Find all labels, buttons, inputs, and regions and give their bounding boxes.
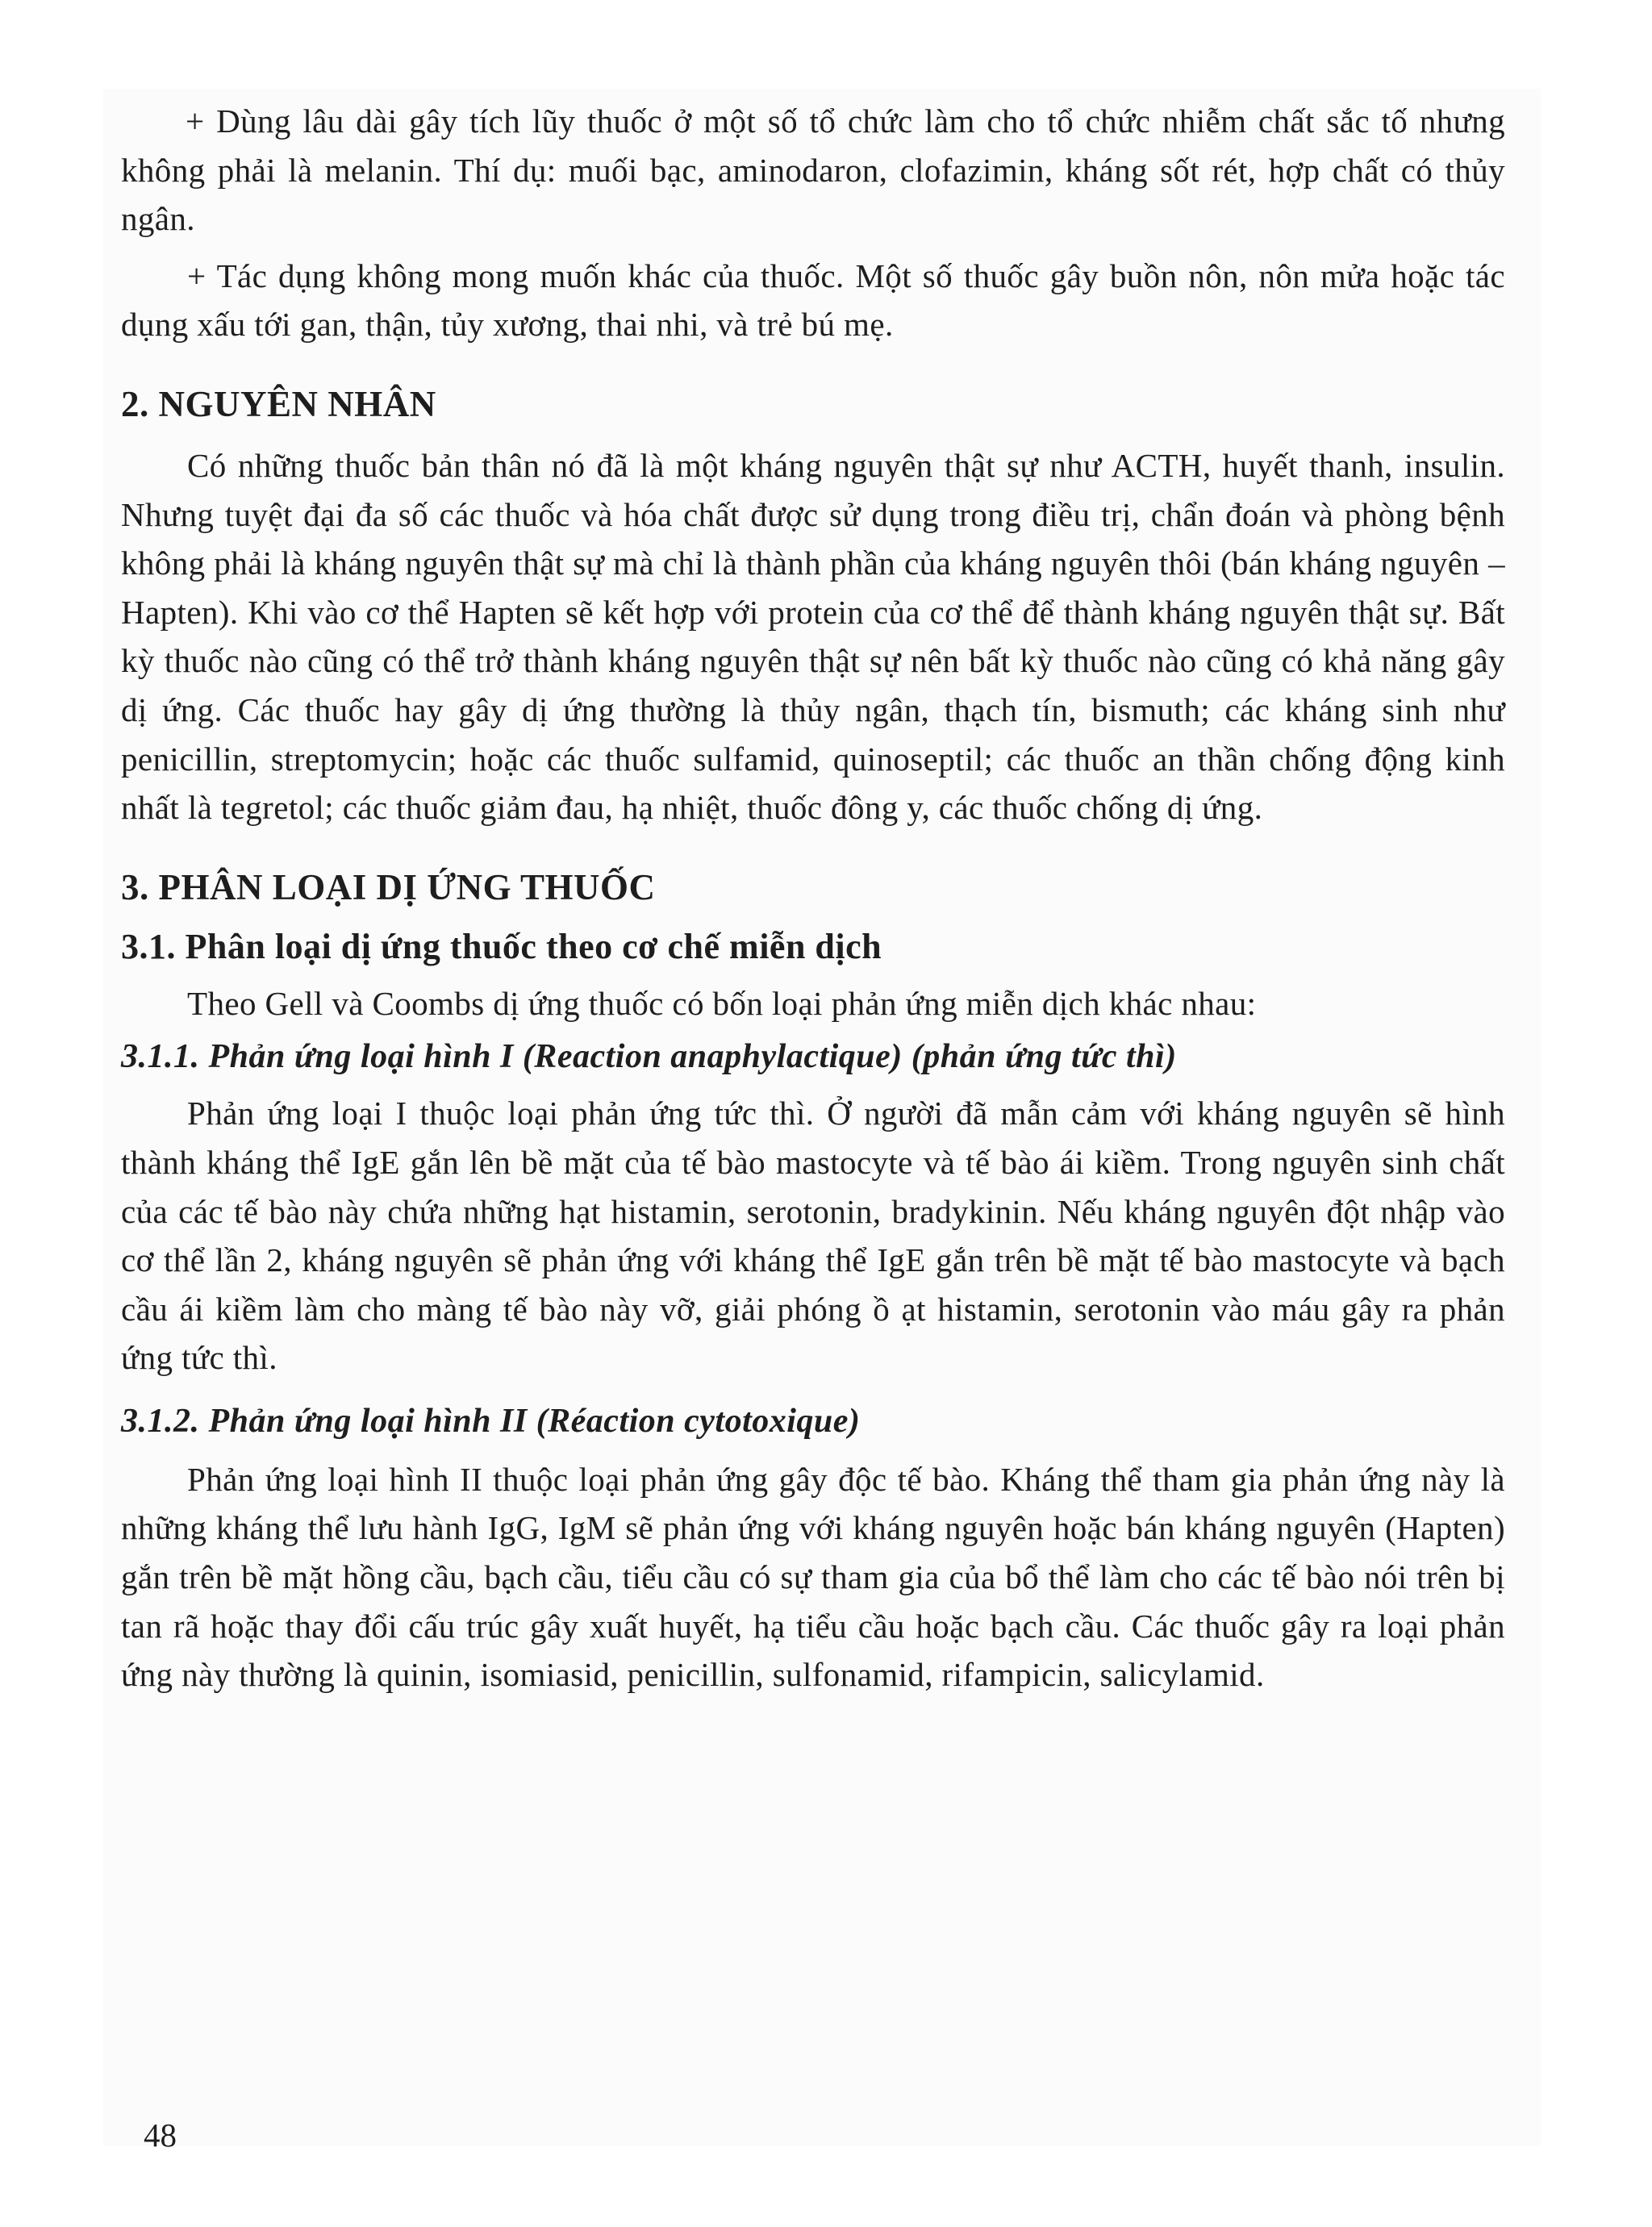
page-number: 48 (144, 2116, 177, 2154)
intro-paragraph-2: + Tác dụng không mong muốn khác của thuốc. Một số thuốc gây buồn nôn, nôn mửa hoặc tác dụng xấu tới gan, thận, tủy xương, thai nhi, và trẻ bú mẹ. (121, 256, 1505, 344)
section-2-heading: 2. NGUYÊN NHÂN (121, 383, 436, 424)
section-3-heading: 3. PHÂN LOẠI DỊ ỨNG THUỐC (121, 866, 656, 907)
section-3-1-2-heading: 3.1.2. Phản ứng loại hình II (Réaction cytotoxique) (121, 1402, 861, 1440)
section-3-1-1-heading: 3.1.1. Phản ứng loại hình I (Reaction anaphylactique) (phản ứng tức thì) (121, 1038, 1177, 1076)
page-content (121, 97, 1505, 1699)
document-page (103, 89, 1541, 2154)
section-3-1-1-paragraph: Phản ứng loại I thuộc loại phản ứng tức thì. Ở người đã mẫn cảm với kháng nguyên sẽ hình thành kháng thể IgE gắn lên bề mặt của tế bào mastocyte và tế bào ái kiềm. Trong nguyên sinh chất của các tế bào này chứa những hạt histamin, serotonin, bradykinin. Nếu kháng nguyên đột nhập vào cơ thể lần 2, kháng nguyên sẽ phản ứng với kháng thể IgE gắn trên bề mặt tế bào mastocyte và bạch cầu ái kiềm làm cho màng tế bào này vỡ, giải phóng ồ ạt histamin, serotonin vào máu gây ra phản ứng tức thì. (121, 1095, 1505, 1377)
section-3-1-heading: 3.1. Phân loại dị ứng thuốc theo cơ chế miễn dịch (121, 926, 882, 966)
section-3-1-2-paragraph: Phản ứng loại hình II thuộc loại phản ứng gây độc tế bào. Kháng thể tham gia phản ứng này là những kháng thể lưu hành IgG, IgM sẽ phản ứng với kháng nguyên hoặc bán kháng nguyên (Hapten) gắn trên bề mặt hồng cầu, bạch cầu, tiểu cầu có sự tham gia của bổ thể làm cho các tế bào nói trên bị tan rã hoặc thay đổi cấu trúc gây xuất huyết, hạ tiểu cầu hoặc bạch cầu. Các thuốc gây ra loại phản ứng này thường là quinin, isomiasid, penicillin, sulfonamid, rifampicin, salicylamid. (121, 1460, 1505, 1694)
intro-paragraph-1: + Dùng lâu dài gây tích lũy thuốc ở một số tổ chức làm cho tổ chức nhiễm chất sắc tố nhưng không phải là melanin. Thí dụ: muối bạc, aminodaron, clofazimin, kháng sốt rét, hợp chất có thủy ngân. (121, 102, 1505, 238)
section-3-1-intro: Theo Gell và Coombs dị ứng thuốc có bốn loại phản ứng miễn dịch khác nhau: (187, 984, 1257, 1022)
section-2-paragraph: Có những thuốc bản thân nó đã là một kháng nguyên thật sự như ACTH, huyết thanh, insulin. Nhưng tuyệt đại đa số các thuốc và hóa chất được sử dụng trong điều trị, chẩn đoán và phòng bệnh không phải là kháng nguyên thật sự mà chỉ là thành phần của kháng nguyên thôi (bán kháng nguyên – Hapten). Khi vào cơ thể Hapten sẽ kết hợp với protein của cơ thể để thành kháng nguyên thật sự. Bất kỳ thuốc nào cũng có thể trở thành kháng nguyên thật sự nên bất kỳ thuốc nào cũng có khả năng gây dị ứng. Các thuốc hay gây dị ứng thường là thủy ngân, thạch tín, bismuth; các kháng sinh như penicillin, streptomycin; hoặc các thuốc sulfamid, quinoseptil; các thuốc an thần chống động kinh nhất là tegretol; các thuốc giảm đau, hạ nhiệt, thuốc đông y, các thuốc chống dị ứng. (121, 446, 1505, 827)
